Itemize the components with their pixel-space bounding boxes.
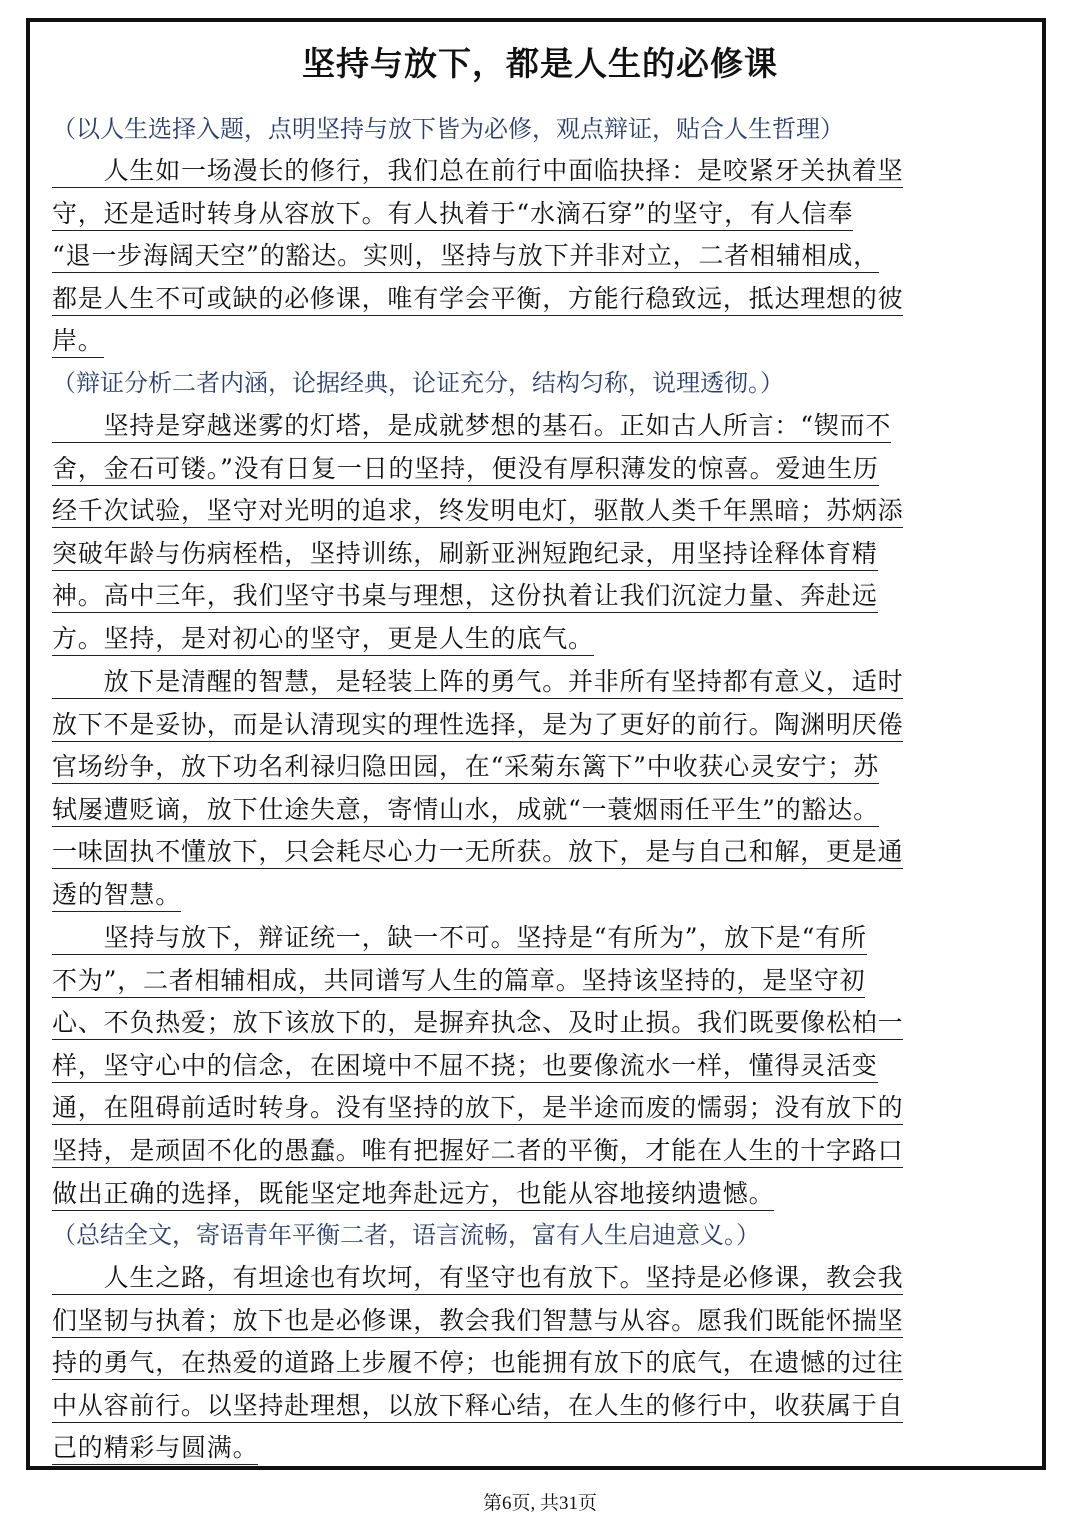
line: 坚持，是顽固不化的愚蠢。唯有把握好二者的平衡，才能在人生的十字路口 bbox=[52, 1130, 1012, 1173]
line: 做出正确的选择，既能坚定地奔赴远方，也能从容地接纳遗憾。 bbox=[52, 1173, 1012, 1216]
line: 人生之路，有坦途也有坎坷，有坚守也有放下。坚持是必修课，教会我 bbox=[52, 1257, 1012, 1300]
comment-analysis: （辩证分析二者内涵，论据经典，论证充分，结构匀称，说理透彻。） bbox=[52, 369, 784, 397]
line: 岸。 bbox=[52, 320, 1012, 363]
line: 样，坚守心中的信念，在困境中不屈不挠；也要像流水一样，懂得灵活变 bbox=[52, 1045, 1012, 1088]
line: 神。高中三年，我们坚守书桌与理想，这份执着让我们沉淀力量、奔赴远 bbox=[52, 575, 1012, 618]
paragraph-3 bbox=[52, 661, 1012, 917]
line: 透的智慧。 bbox=[52, 874, 1012, 917]
line: 心、不负热爱；放下该放下的，是摒弃执念、及时止损。我们既要像松柏一 bbox=[52, 1002, 1012, 1045]
line: “退一步海阔天空”的豁达。实则，坚持与放下并非对立，二者相辅相成， bbox=[52, 235, 1012, 278]
line: 坚持与放下，辩证统一，缺一不可。坚持是“有所为”，放下是“有所 bbox=[52, 917, 1012, 960]
line: 放下不是妥协，而是认清现实的理性选择，是为了更好的前行。陶渊明厌倦 bbox=[52, 704, 1012, 747]
paragraph-4 bbox=[52, 917, 1012, 1215]
paragraph-1 bbox=[52, 150, 1012, 363]
line: 官场纷争，放下功名利禄归隐田园，在“采菊东篱下”中收获心灵安宁；苏 bbox=[52, 746, 1012, 789]
line: 方。坚持，是对初心的坚守，更是人生的底气。 bbox=[52, 618, 1012, 661]
line: 不为”，二者相辅相成，共同谱写人生的篇章。坚持该坚持的，是坚守初 bbox=[52, 960, 1012, 1003]
line: 们坚韧与执着；放下也是必修课，教会我们智慧与从容。愿我们既能怀揣坚 bbox=[52, 1300, 1012, 1343]
paragraph-5 bbox=[52, 1257, 1012, 1470]
comment-intro: （以人生选择入题，点明坚持与放下皆为必修，观点辩证，贴合人生哲理） bbox=[52, 115, 844, 143]
paragraph-2 bbox=[52, 405, 1012, 661]
line: 一味固执不懂放下，只会耗尽心力一无所获。放下，是与自己和解，更是通 bbox=[52, 831, 1012, 874]
comment-conclusion: （总结全文，寄语青年平衡二者，语言流畅，富有人生启迪意义。） bbox=[52, 1221, 760, 1249]
line: 守，还是适时转身从容放下。有人执着于“水滴石穿”的坚守，有人信奉 bbox=[52, 193, 1012, 236]
line: 坚持是穿越迷雾的灯塔，是成就梦想的基石。正如古人所言：“锲而不 bbox=[52, 405, 1012, 448]
line: 都是人生不可或缺的必修课，唯有学会平衡，方能行稳致远，抵达理想的彼 bbox=[52, 278, 1012, 321]
line: 突破年龄与伤病桎梏，坚持训练，刷新亚洲短跑纪录，用坚持诠释体育精 bbox=[52, 533, 1012, 576]
essay-title: 坚持与放下，都是人生的必修课 bbox=[302, 44, 778, 83]
line: 经千次试验，坚守对光明的追求，终发明电灯，驱散人类千年黑暗；苏炳添 bbox=[52, 490, 1012, 533]
line: 人生如一场漫长的修行，我们总在前行中面临抉择：是咬紧牙关执着坚 bbox=[52, 150, 1012, 193]
page-number: 第6页, 共31页 bbox=[482, 1493, 597, 1514]
line: 己的精彩与圆满。 bbox=[52, 1427, 1012, 1470]
line: 中从容前行。以坚持赴理想，以放下释心结，在人生的修行中，收获属于自 bbox=[52, 1385, 1012, 1428]
line: 通，在阻碍前适时转身。没有坚持的放下，是半途而废的懦弱；没有放下的 bbox=[52, 1087, 1012, 1130]
line: 放下是清醒的智慧，是轻装上阵的勇气。并非所有坚持都有意义，适时 bbox=[52, 661, 1012, 704]
line: 舍，金石可镂。”没有日复一日的坚持，便没有厚积薄发的惊喜。爱迪生历 bbox=[52, 448, 1012, 491]
line: 轼屡遭贬谪，放下仕途失意，寄情山水，成就“一蓑烟雨任平生”的豁达。 bbox=[52, 789, 1012, 832]
line: 持的勇气，在热爱的道路上步履不停；也能拥有放下的底气，在遗憾的过往 bbox=[52, 1342, 1012, 1385]
